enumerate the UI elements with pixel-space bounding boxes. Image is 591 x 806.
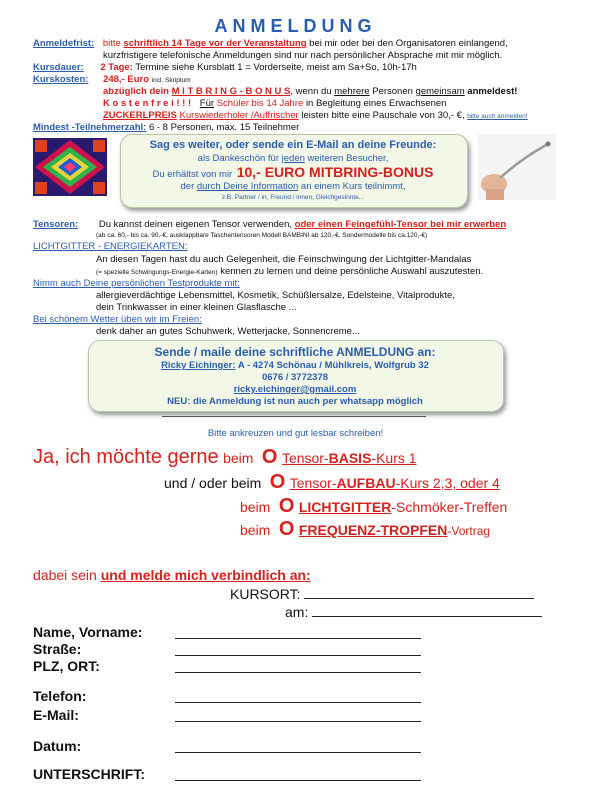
bonus-line3: Du erhältst von mir 10,- EURO MITBRING-BONUS xyxy=(152,164,434,180)
telefon-label: Telefon: xyxy=(33,688,87,704)
plz-input[interactable] xyxy=(175,658,421,673)
option-row-2[interactable]: und / oder beim O Tensor-AUFBAU-Kurs 2,3, oder 4 xyxy=(164,471,500,493)
produkte-label: Nimm auch Deine persönlichen Testprodukte mit: xyxy=(33,278,240,289)
kursort-input[interactable] xyxy=(304,584,534,599)
wetter-line1: denk daher an gutes Schuhwerk, Wetterjacke, Sonnencreme... xyxy=(96,326,360,337)
option-row-4[interactable]: beim O FREQUENZ-TROPFEN-Vortrag xyxy=(240,518,491,540)
send-heading: Sende / maile deine schriftliche ANMELDUNG an: xyxy=(154,345,436,359)
tensoren-small: (ab ca. 60,- bis ca. 90,-€, ausklappbare Taschentensoren Modell BAMBINI ab 120,-€, Sondermodelle bis ca.120,-€) xyxy=(96,232,428,239)
bonus-heading: Sag es weiter, oder sende ein E-Mail an deine Freunde: xyxy=(149,139,437,151)
am-input[interactable] xyxy=(312,602,542,617)
send-phone: 0676 / 3772378 xyxy=(261,372,329,383)
bonus-line2: als Dankeschön für jeden weiteren Besucher, xyxy=(197,153,389,164)
strasse-label: Straße: xyxy=(33,641,82,657)
send-whatsapp: NEU: die Anmeldung ist nun auch per whatsapp möglich xyxy=(167,396,423,407)
mandala-image xyxy=(33,138,107,196)
email-input[interactable] xyxy=(175,707,421,722)
send-address-line: Ricky Eichinger: A - 4274 Schönau / Mühlkreis, Wolfgrub 32 xyxy=(161,360,429,371)
divider xyxy=(162,416,426,417)
lichtgitter-line1: An diesen Tagen hast du auch Gelegenheit, die Feinschwingung der Lichtgitter-Mandalas xyxy=(96,254,472,265)
tensoren-line: Tensoren: Du kannst deinen eigenen Tensor verwenden, oder einen Feingefühl-Tensor bei mir erwerben xyxy=(33,219,507,230)
tensor-photo xyxy=(478,134,556,200)
kursdauer-line: Kursdauer: 2 Tage: Termine siehe Kursblatt 1 = Vorderseite, meist am Sa+So, 10h-17h xyxy=(33,62,417,73)
name-input[interactable] xyxy=(175,624,421,639)
tensor-graphic xyxy=(478,134,556,200)
anmeldefrist-label: Anmeldefrist: xyxy=(33,38,95,49)
option-row-3[interactable]: beim O LICHTGITTER-Schmöker-Treffen xyxy=(240,495,508,517)
telefon-input[interactable] xyxy=(175,688,421,703)
page-title: ANMELDUNG xyxy=(214,16,377,36)
am-field[interactable]: am: xyxy=(285,602,542,620)
produkte-line1: allergieverdächtige Lebensmittel, Kosmetik, Schüßlersalze, Edelsteine, Vitalprodukte, xyxy=(96,290,455,301)
send-email-link[interactable]: ricky.eichinger@gmail.com xyxy=(233,384,357,395)
wetter-label: Bei schönem Wetter üben wir im Freien: xyxy=(33,314,202,325)
checkbox-basis[interactable]: O xyxy=(261,446,278,468)
anmeldefrist-line: Anmeldefrist: bitte schriftlich 14 Tage vor der Veranstaltung bei mir oder bei den Organisatoren einlangend, xyxy=(33,38,508,49)
bonus-line4: der durch Deine Information an einem Kurs teilnimmt, xyxy=(180,181,406,192)
unterschrift-input[interactable] xyxy=(175,766,421,781)
verbindlich-line: dabei sein und melde mich verbindlich an: xyxy=(33,567,311,583)
kurskosten-kostenfrei-line: K o s t e n f r e i ! ! ! Für Schüler bis 14 Jahre in Begleitung eines Erwachsenen xyxy=(103,98,447,109)
name-label: Name, Vorname: xyxy=(33,624,143,640)
instruction: Bitte ankreuzen und gut lesbar schreiben! xyxy=(207,428,384,439)
email-label: E-Mail: xyxy=(33,707,79,723)
mindest-line: Mindest -Teilnehmerzahl: 6 - 8 Personen, max. 15 Teilnehmer xyxy=(33,122,300,133)
option-row-1[interactable]: Ja, ich möchte gerne beim O Tensor-BASIS-Kurs 1 xyxy=(33,446,417,468)
mandala-graphic xyxy=(33,138,107,196)
bonus-line5: z.B. Partner / in, Freund / innen, Gleichgesinnte... xyxy=(221,194,365,201)
unterschrift-label: UNTERSCHRIFT: xyxy=(33,766,145,782)
checkbox-aufbau[interactable]: O xyxy=(269,471,286,493)
datum-label: Datum: xyxy=(33,738,82,754)
datum-input[interactable] xyxy=(175,738,421,753)
kursort-field[interactable]: KURSORT: xyxy=(230,584,534,602)
kurskosten-zuckerlpreis-line: ZUCKERLPREIS Kurswiederholer /Auffrischer leisten bitte eine Pauschale von 30,- €, bitte auch anmelden! xyxy=(103,110,528,121)
produkte-line2: dein Trinkwasser in einer kleinen Glasflasche ... xyxy=(96,302,297,313)
lichtgitter-line2: (= spezielle Schwingungs-Energie-Karten) kennen zu lernen und deine persönliche Auswahl auszutesten. xyxy=(96,266,484,277)
anmeldefrist-line2: kurzfristigere telefonische Anmeldungen sind nur nach persönlicher Absprache mit mir möglich. xyxy=(103,50,503,61)
checkbox-frequenz[interactable]: O xyxy=(278,518,295,540)
plz-label: PLZ, ORT: xyxy=(33,658,100,674)
kurskosten-line: Kurskosten: 248,- Euro incl. Skriptum xyxy=(33,74,191,85)
checkbox-lichtgitter[interactable]: O xyxy=(278,495,295,517)
lichtgitter-label: LICHTGITTER - ENERGIEKARTEN: xyxy=(33,241,188,252)
kurskosten-bonus-line: abzüglich dein M I T B R I N G - B O N U S, wenn du mehrere Personen gemeinsam anmeldest! xyxy=(103,86,518,97)
strasse-input[interactable] xyxy=(175,641,421,656)
